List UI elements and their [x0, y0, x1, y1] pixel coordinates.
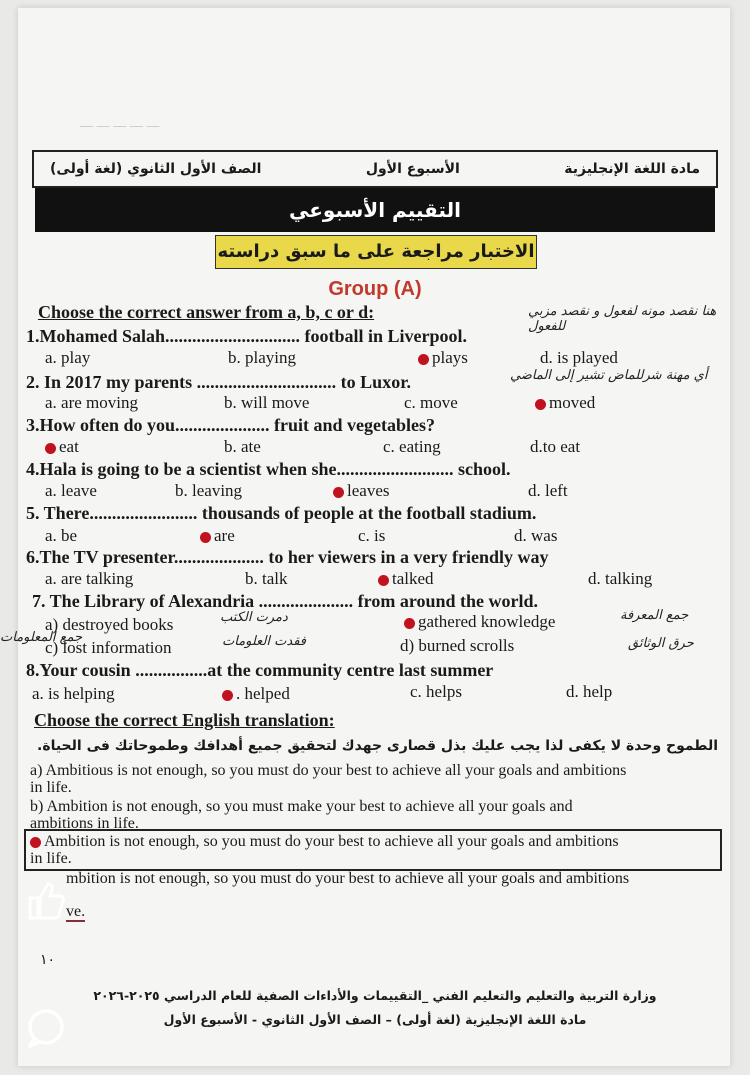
q4-option-b: b. leaving: [175, 481, 243, 500]
section1-title: Choose the correct answer from a, b, c or d:: [38, 302, 375, 322]
answer-mark-icon: [30, 837, 41, 848]
q8-option-a: a. is helping: [32, 684, 115, 703]
answer-mark-icon: [535, 399, 546, 410]
answer-mark-icon: [222, 690, 233, 701]
translation-option-a: a) Ambitious is not enough, so you must do your best to achieve all your goals and ambitions in life.: [30, 762, 627, 796]
q4-option-d: d. left: [528, 481, 568, 500]
header-week: الأسبوع الأول: [365, 161, 460, 177]
footer-line-2: مادة اللغة الإنجليزية (لغة أولى) – الصف الأول الثانوي - الأسبوع الأول: [163, 1012, 587, 1027]
q2-option-a: a. are moving: [45, 393, 138, 412]
handwritten-note-6: حرق الوثائق: [628, 636, 694, 651]
question-6: 6.The TV presenter.................... to her viewers in a very friendly way: [26, 547, 549, 567]
translation-option-d: mbition is not enough, so you must do your best to achieve all your goals and ambitions ve.: [66, 870, 630, 920]
handwritten-note-1: هنا نقصد مونه لفعول و نقصد مزبي للفعول: [528, 304, 717, 334]
q4-option-a: a. leave: [45, 481, 97, 500]
q7-option-d: d) burned scrolls: [400, 636, 515, 655]
question-2: 2. In 2017 my parents ............................... to Luxor.: [26, 372, 412, 392]
q8-option-c: c. helps: [410, 682, 462, 701]
q5-option-a: a. be: [45, 526, 78, 545]
q1-option-c: plays: [418, 348, 468, 368]
answer-mark-icon: [333, 487, 344, 498]
section2-title: Choose the correct English translation:: [34, 710, 335, 730]
q4-option-c: leaves: [333, 481, 389, 501]
q7-option-b: gathered knowledge: [404, 612, 555, 632]
handwritten-note-5: فقدت العلومات: [222, 634, 307, 649]
q7-option-a: a) destroyed books: [45, 615, 174, 634]
q6-option-a: a. are talking: [45, 569, 134, 588]
q5-option-d: d. was: [514, 526, 558, 545]
answer-mark-icon: [378, 575, 389, 586]
q2-option-c: c. move: [404, 393, 458, 412]
q7-option-c: c) lost information: [45, 638, 172, 657]
header-subject: مادة اللغة الإنجليزية: [564, 161, 700, 177]
handwritten-note-3: جمع المعرفة: [620, 608, 689, 623]
q5-option-b: are: [200, 526, 235, 546]
question-7: 7. The Library of Alexandria ..................... from around the world.: [32, 591, 539, 611]
answer-mark-icon: [418, 354, 429, 365]
question-8: 8.Your cousin ................at the community centre last summer: [26, 660, 494, 680]
q6-option-c: talked: [378, 569, 434, 589]
q2-option-b: b. will move: [224, 393, 310, 412]
group-title: Group (A): [328, 278, 422, 300]
answer-mark-icon: [45, 443, 56, 454]
translation-option-c: Ambition is not enough, so you must do your best to achieve all your goals and ambitions in life.: [24, 829, 722, 871]
q6-option-d: d. talking: [588, 569, 653, 588]
header-grade: الصف الأول الثانوي (لغة أولى): [50, 161, 262, 177]
q3-option-a: eat: [45, 437, 79, 457]
handwritten-note-7: جمع المعلومات: [0, 630, 83, 645]
banner-title: التقييم الأسبوعي: [35, 188, 715, 232]
q1-option-d: d. is played: [540, 348, 618, 367]
q2-option-d: moved: [535, 393, 595, 413]
q3-option-d: d.to eat: [530, 437, 581, 456]
question-4: 4.Hala is going to be a scientist when she.......................... school.: [26, 459, 511, 479]
page-number: ١٠: [40, 952, 56, 968]
subbanner-title: الاختبار مراجعة على ما سبق دراسته: [215, 235, 537, 269]
question-1: 1.Mohamed Salah.............................. football in Liverpool.: [26, 326, 468, 346]
q1-option-a: a. play: [45, 348, 91, 367]
handwritten-note-4: دمرت الكتب: [220, 610, 288, 625]
q5-option-c: c. is: [358, 526, 386, 545]
question-5: 5. There........................ thousands of people at the football stadium.: [26, 503, 537, 523]
question-3: 3.How often do you..................... fruit and vegetables?: [26, 415, 435, 435]
q8-option-d: d. help: [566, 682, 613, 701]
footer-line-1: وزارة التربية والتعليم والتعليم الفني _التقييمات والأداءات الصفية للعام الدراسي ٢٠٢٥-٢٠٢٦: [93, 988, 657, 1003]
q3-option-b: b. ate: [224, 437, 261, 456]
header-box: [32, 150, 718, 188]
handwritten-note-2: أي مهنة شرللماض تشير إلى الماضي: [510, 368, 708, 383]
chat-bubble-icon[interactable]: [24, 1006, 68, 1050]
answer-mark-icon: [200, 532, 211, 543]
q8-option-b: . helped: [222, 684, 290, 704]
thumbs-up-icon[interactable]: [22, 878, 68, 924]
arabic-sentence: الطموح وحدة لا يكفى لذا يجب عليك بذل قصارى جهدك لتحقيق جميع أهدافك وطموحاتك فى الحياة.: [37, 738, 718, 754]
translation-option-b: b) Ambition is not enough, so you must make your best to achieve all your goals and ambitions in life.: [30, 798, 573, 832]
q3-option-c: c. eating: [383, 437, 441, 456]
q6-option-b: b. talk: [245, 569, 288, 588]
q1-option-b: b. playing: [228, 348, 296, 367]
answer-mark-icon: [404, 618, 415, 629]
bleed-through-text: — — — — —: [80, 118, 160, 133]
